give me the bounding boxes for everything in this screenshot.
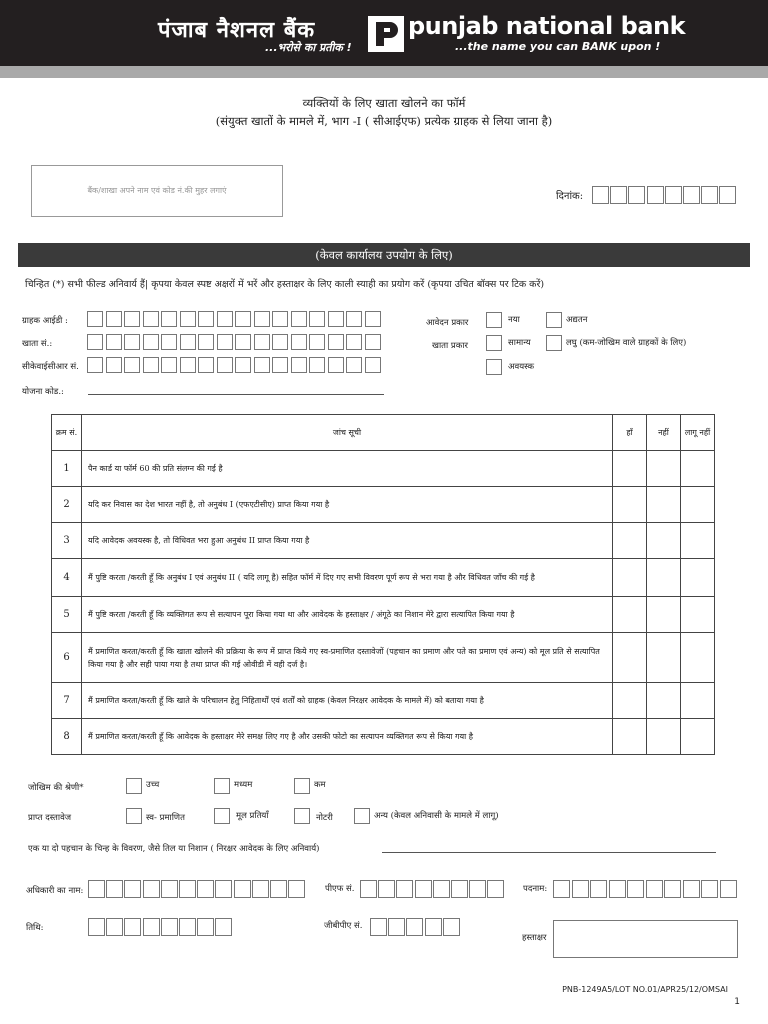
row-text: मैं प्रमाणित करता/करती हूँ कि खाते के परिचालन हेतु निहितार्थों एवं शर्तों को ग्राहक (केवल निरक्षर आवेदक के मामले में) को बताया गया है [82,683,613,719]
account-no-box[interactable] [180,334,196,350]
original-copies-checkbox[interactable] [214,808,230,824]
notary-label: नोटरी [316,813,333,823]
row-yes-cell[interactable] [613,451,647,487]
account-no-box[interactable] [106,334,122,350]
row-na-cell[interactable] [681,487,715,523]
row-na-cell[interactable] [681,597,715,633]
officer-name-box[interactable] [161,880,178,898]
officer-date-box[interactable] [215,918,232,936]
date-digit-box[interactable] [647,186,664,204]
account-no-box[interactable] [328,334,344,350]
signature-box[interactable] [553,920,738,958]
row-yes-cell[interactable] [613,559,647,597]
designation-box[interactable] [646,880,663,898]
na-header: लागू नहीं [681,415,715,451]
row-na-cell[interactable] [681,719,715,755]
stamp-placeholder: बैंक/शाखा अपने नाम एवं कोड नं.की मुहर लगाएं [87,186,227,195]
row-no-cell[interactable] [647,487,681,523]
risk-low-checkbox[interactable] [294,778,310,794]
row-no-cell[interactable] [647,523,681,559]
small-account-label: लघु (कम-जोखिम वाले ग्राहकों के लिए) [566,338,687,348]
pf-no-box[interactable] [487,880,504,898]
officer-date-box[interactable] [161,918,178,936]
checklist-table [51,414,715,755]
row-text: मैं प्रमाणित करता/करती हूँ कि आवेदक के हस्ताक्षर मेरे समक्ष लिए गए है और उसकी फोटो का सत्यापन व्यक्तिगत रूप से किया गया है [82,719,613,755]
bank-name-hindi: पंजाब नैशनल बैंक [158,18,316,43]
pf-no-box[interactable] [396,880,413,898]
risk-medium-label: मध्यम [234,780,253,790]
row-no-cell[interactable] [647,719,681,755]
officer-date-box[interactable] [197,918,214,936]
ckyc-box[interactable] [124,357,140,373]
customer-id-box[interactable] [180,311,196,327]
row-text: मैं पुष्टि करता /करती हूँ कि व्यक्तिगत रूप से सत्यापन पूरा किया गया था और आवेदक के हस्ताक्षर / अंगूठे का निशान मेरे द्वारा सत्यापित किया गया है [82,597,613,633]
customer-id-box[interactable] [346,311,362,327]
signature-label: हस्ताक्षर [522,933,547,943]
row-yes-cell[interactable] [613,487,647,523]
ckyc-box[interactable] [328,357,344,373]
row-number: 8 [52,719,82,755]
no-header: नहीं [647,415,681,451]
instructions: चिन्हित (*) सभी फील्ड अनिवार्य हैं| कृपया केवल स्पष्ट अक्षरों में भरें और हस्ताक्षर के लिए काली स्याही का प्रयोग करें (कृपया उचित बॉक्स पर टिक करें) [25,279,545,290]
form-subtitle: (संयुक्त खातों के मामले में, भाग -I ( सीआईएफ) प्रत्येक ग्राहक से लिया जाना है) [215,114,553,128]
other-docs-checkbox[interactable] [354,808,370,824]
yes-header: हाँ [613,415,647,451]
account-no-box[interactable] [87,334,103,350]
designation-box[interactable] [572,880,589,898]
risk-medium-checkbox[interactable] [214,778,230,794]
row-text: मैं प्रमाणित करता/करती हूँ कि खाता खोलने की प्रक्रिया के रूप में प्राप्त किये गए स्व-प्रमाणित दस्तावेजों (पहचान का प्रमाण और पते का प्रमाण एवं अन्य) को मूल प्रति से सत्यापित किया गया है और सही पाया गया है तथा प्राप्त की गई ओवीडी में वही दर्ज है। [82,633,613,683]
other-docs-label: अन्य (केवल अनिवासी के मामले में लागू) [374,811,499,821]
notary-checkbox[interactable] [294,808,310,824]
row-number: 1 [52,451,82,487]
office-use-bar: (केवल कार्यालय उपयोग के लिए) [18,243,750,267]
row-na-cell[interactable] [681,683,715,719]
risk-high-checkbox[interactable] [126,778,142,794]
row-na-cell[interactable] [681,523,715,559]
officer-name-box[interactable] [197,880,214,898]
ckyc-box[interactable] [143,357,159,373]
designation-box[interactable] [701,880,718,898]
officer-name-label: अधिकारी का नाम: [26,886,84,896]
update-checkbox[interactable] [546,312,562,328]
update-label: अद्यतन [566,315,588,325]
customer-id-box[interactable] [235,311,251,327]
designation-box[interactable] [609,880,626,898]
customer-id-box[interactable] [87,311,103,327]
ckyc-box[interactable] [106,357,122,373]
table-row [52,683,715,719]
row-number: 5 [52,597,82,633]
ckyc-box[interactable] [272,357,288,373]
officer-name-box[interactable] [143,880,160,898]
row-number: 4 [52,559,82,597]
designation-box[interactable] [683,880,700,898]
pf-no-box[interactable] [360,880,377,898]
row-text: मैं पुष्टि करता /करती हूँ कि अनुबंध I एवं अनुबंध II ( यदि लागू है) सहित फॉर्म में दिए गए सभी विवरण पूर्ण रूप से भरा गया है और विधिवत जाँच की गई है [82,559,613,597]
officer-date-box[interactable] [88,918,105,936]
tagline-hindi: ...भरोसे का प्रतीक ! [265,41,352,54]
account-no-label: खाता सं.: [22,339,53,349]
item-header: जांच सूची [82,415,613,451]
table-row [52,719,715,755]
ckyc-box[interactable] [217,357,233,373]
officer-date-label: तिथि: [26,923,44,933]
table-row [52,633,715,683]
customer-id-box[interactable] [143,311,159,327]
ckyc-box[interactable] [291,357,307,373]
ckyc-box[interactable] [87,357,103,373]
risk-label: जोखिम की श्रेणी* [28,783,84,793]
ckyc-box[interactable] [180,357,196,373]
small-account-checkbox[interactable] [546,335,562,351]
ckyc-box[interactable] [198,357,214,373]
ckyc-box[interactable] [254,357,270,373]
gbpa-no-box[interactable] [370,918,387,936]
officer-name-box[interactable] [252,880,269,898]
row-no-cell[interactable] [647,451,681,487]
table-row [52,451,715,487]
row-number: 7 [52,683,82,719]
pnb-logo-icon [368,16,404,52]
officer-name-box[interactable] [234,880,251,898]
self-attested-checkbox[interactable] [126,808,142,824]
ckyc-box[interactable] [161,357,177,373]
pf-no-label: पीएफ सं. [325,884,355,894]
customer-id-box[interactable] [254,311,270,327]
date-digit-box[interactable] [719,186,736,204]
pf-no-box[interactable] [378,880,395,898]
bank-name-english: punjab national bank [408,12,686,40]
self-attested-label: स्व- प्रमाणित [146,813,185,823]
date-digit-box[interactable] [701,186,718,204]
officer-name-box[interactable] [270,880,287,898]
row-na-cell[interactable] [681,559,715,597]
tagline-english: ...the name you can BANK upon ! [455,40,661,53]
row-yes-cell[interactable] [613,523,647,559]
minor-checkbox[interactable] [486,359,502,375]
customer-id-box[interactable] [291,311,307,327]
account-type-label: खाता प्रकार [432,341,468,351]
officer-name-box[interactable] [215,880,232,898]
new-checkbox[interactable] [486,312,502,328]
risk-high-label: उच्च [146,780,160,790]
minor-label: अवयस्क [508,362,534,372]
account-no-box[interactable] [235,334,251,350]
date-label: दिनांक: [556,191,584,202]
identification-input[interactable] [382,852,716,853]
account-no-box[interactable] [254,334,270,350]
identification-label: एक या दो पहचान के चिन्ह के विवरण, जैसे तिल या निशान ( निरक्षर आवेदक के लिए अनिवार्य) [28,844,320,854]
account-no-box[interactable] [272,334,288,350]
scheme-code-input[interactable] [88,394,384,395]
officer-date-box[interactable] [124,918,141,936]
account-no-box[interactable] [143,334,159,350]
customer-id-box[interactable] [198,311,214,327]
customer-id-label: ग्राहक आईडी : [22,316,68,326]
docs-label: प्राप्त दस्तावेज [28,813,72,823]
designation-box[interactable] [664,880,681,898]
account-no-box[interactable] [161,334,177,350]
account-no-box[interactable] [346,334,362,350]
date-digit-box[interactable] [592,186,609,204]
officer-name-box[interactable] [288,880,305,898]
designation-box[interactable] [553,880,570,898]
gbpa-no-box[interactable] [425,918,442,936]
account-no-box[interactable] [217,334,233,350]
designation-label: पदनाम: [523,884,548,894]
normal-checkbox[interactable] [486,335,502,351]
row-yes-cell[interactable] [613,633,647,683]
row-no-cell[interactable] [647,683,681,719]
officer-date-box[interactable] [179,918,196,936]
row-yes-cell[interactable] [613,683,647,719]
customer-id-box[interactable] [217,311,233,327]
row-number: 3 [52,523,82,559]
ckyc-box[interactable] [309,357,325,373]
row-na-cell[interactable] [681,451,715,487]
customer-id-box[interactable] [328,311,344,327]
row-no-cell[interactable] [647,597,681,633]
application-type-label: आवेदन प्रकार [426,318,469,328]
gbpa-no-box[interactable] [388,918,405,936]
designation-box[interactable] [720,880,737,898]
gbpa-no-box[interactable] [443,918,460,936]
date-digit-box[interactable] [628,186,645,204]
row-na-cell[interactable] [681,633,715,683]
customer-id-box[interactable] [161,311,177,327]
designation-box[interactable] [590,880,607,898]
officer-name-box[interactable] [106,880,123,898]
gbpa-no-box[interactable] [406,918,423,936]
date-digit-box[interactable] [610,186,627,204]
pf-no-box[interactable] [451,880,468,898]
account-no-box[interactable] [198,334,214,350]
officer-name-box[interactable] [179,880,196,898]
scheme-code-label: योजना कोड.: [22,387,64,397]
ckyc-box[interactable] [365,357,381,373]
ckyc-box[interactable] [235,357,251,373]
pf-no-box[interactable] [469,880,486,898]
gbpa-no-label: जीबीपीए सं. [324,921,363,931]
header-divider [0,66,768,78]
customer-id-box[interactable] [365,311,381,327]
table-row [52,559,715,597]
row-number: 2 [52,487,82,523]
row-text: यदि कर निवास का देश भारत नहीं है, तो अनुबंध I (एफएटीसीए) प्राप्त किया गया है [82,487,613,523]
form-code: PNB-1249A5/LOT NO.01/APR25/12/OMSAI [562,985,728,994]
risk-low-label: कम [314,780,326,790]
row-number: 6 [52,633,82,683]
date-digit-box[interactable] [665,186,682,204]
row-yes-cell[interactable] [613,719,647,755]
officer-date-box[interactable] [143,918,160,936]
table-row [52,597,715,633]
pf-no-box[interactable] [433,880,450,898]
ckyc-label: सीकेवाईसीआर सं. [22,362,79,372]
customer-id-box[interactable] [309,311,325,327]
row-no-cell[interactable] [647,633,681,683]
designation-box[interactable] [627,880,644,898]
table-row [52,523,715,559]
new-label: नया [508,315,520,325]
customer-id-box[interactable] [272,311,288,327]
row-no-cell[interactable] [647,559,681,597]
branch-stamp-box [31,165,283,217]
serial-header: क्रम सं. [52,415,82,451]
account-no-box[interactable] [365,334,381,350]
row-text: पैन कार्ड या फॉर्म 60 की प्रति संलग्न की गई है [82,451,613,487]
account-no-box[interactable] [309,334,325,350]
original-copies-label: मूल प्रतियाँ [236,811,269,821]
date-digit-box[interactable] [683,186,700,204]
customer-id-box[interactable] [106,311,122,327]
normal-label: सामान्य [508,338,531,348]
pf-no-box[interactable] [415,880,432,898]
customer-id-box[interactable] [124,311,140,327]
officer-date-box[interactable] [106,918,123,936]
form-title: व्यक्तियों के लिए खाता खोलने का फॉर्म [302,96,466,110]
ckyc-box[interactable] [346,357,362,373]
table-row [52,487,715,523]
account-no-box[interactable] [124,334,140,350]
row-text: यदि आवेदक अवयस्क है, तो विधिवत भरा हुआ अनुबंध II प्राप्त किया गया है [82,523,613,559]
account-no-box[interactable] [291,334,307,350]
officer-name-box[interactable] [88,880,105,898]
page-number: 1 [734,997,740,1007]
officer-name-box[interactable] [124,880,141,898]
row-yes-cell[interactable] [613,597,647,633]
